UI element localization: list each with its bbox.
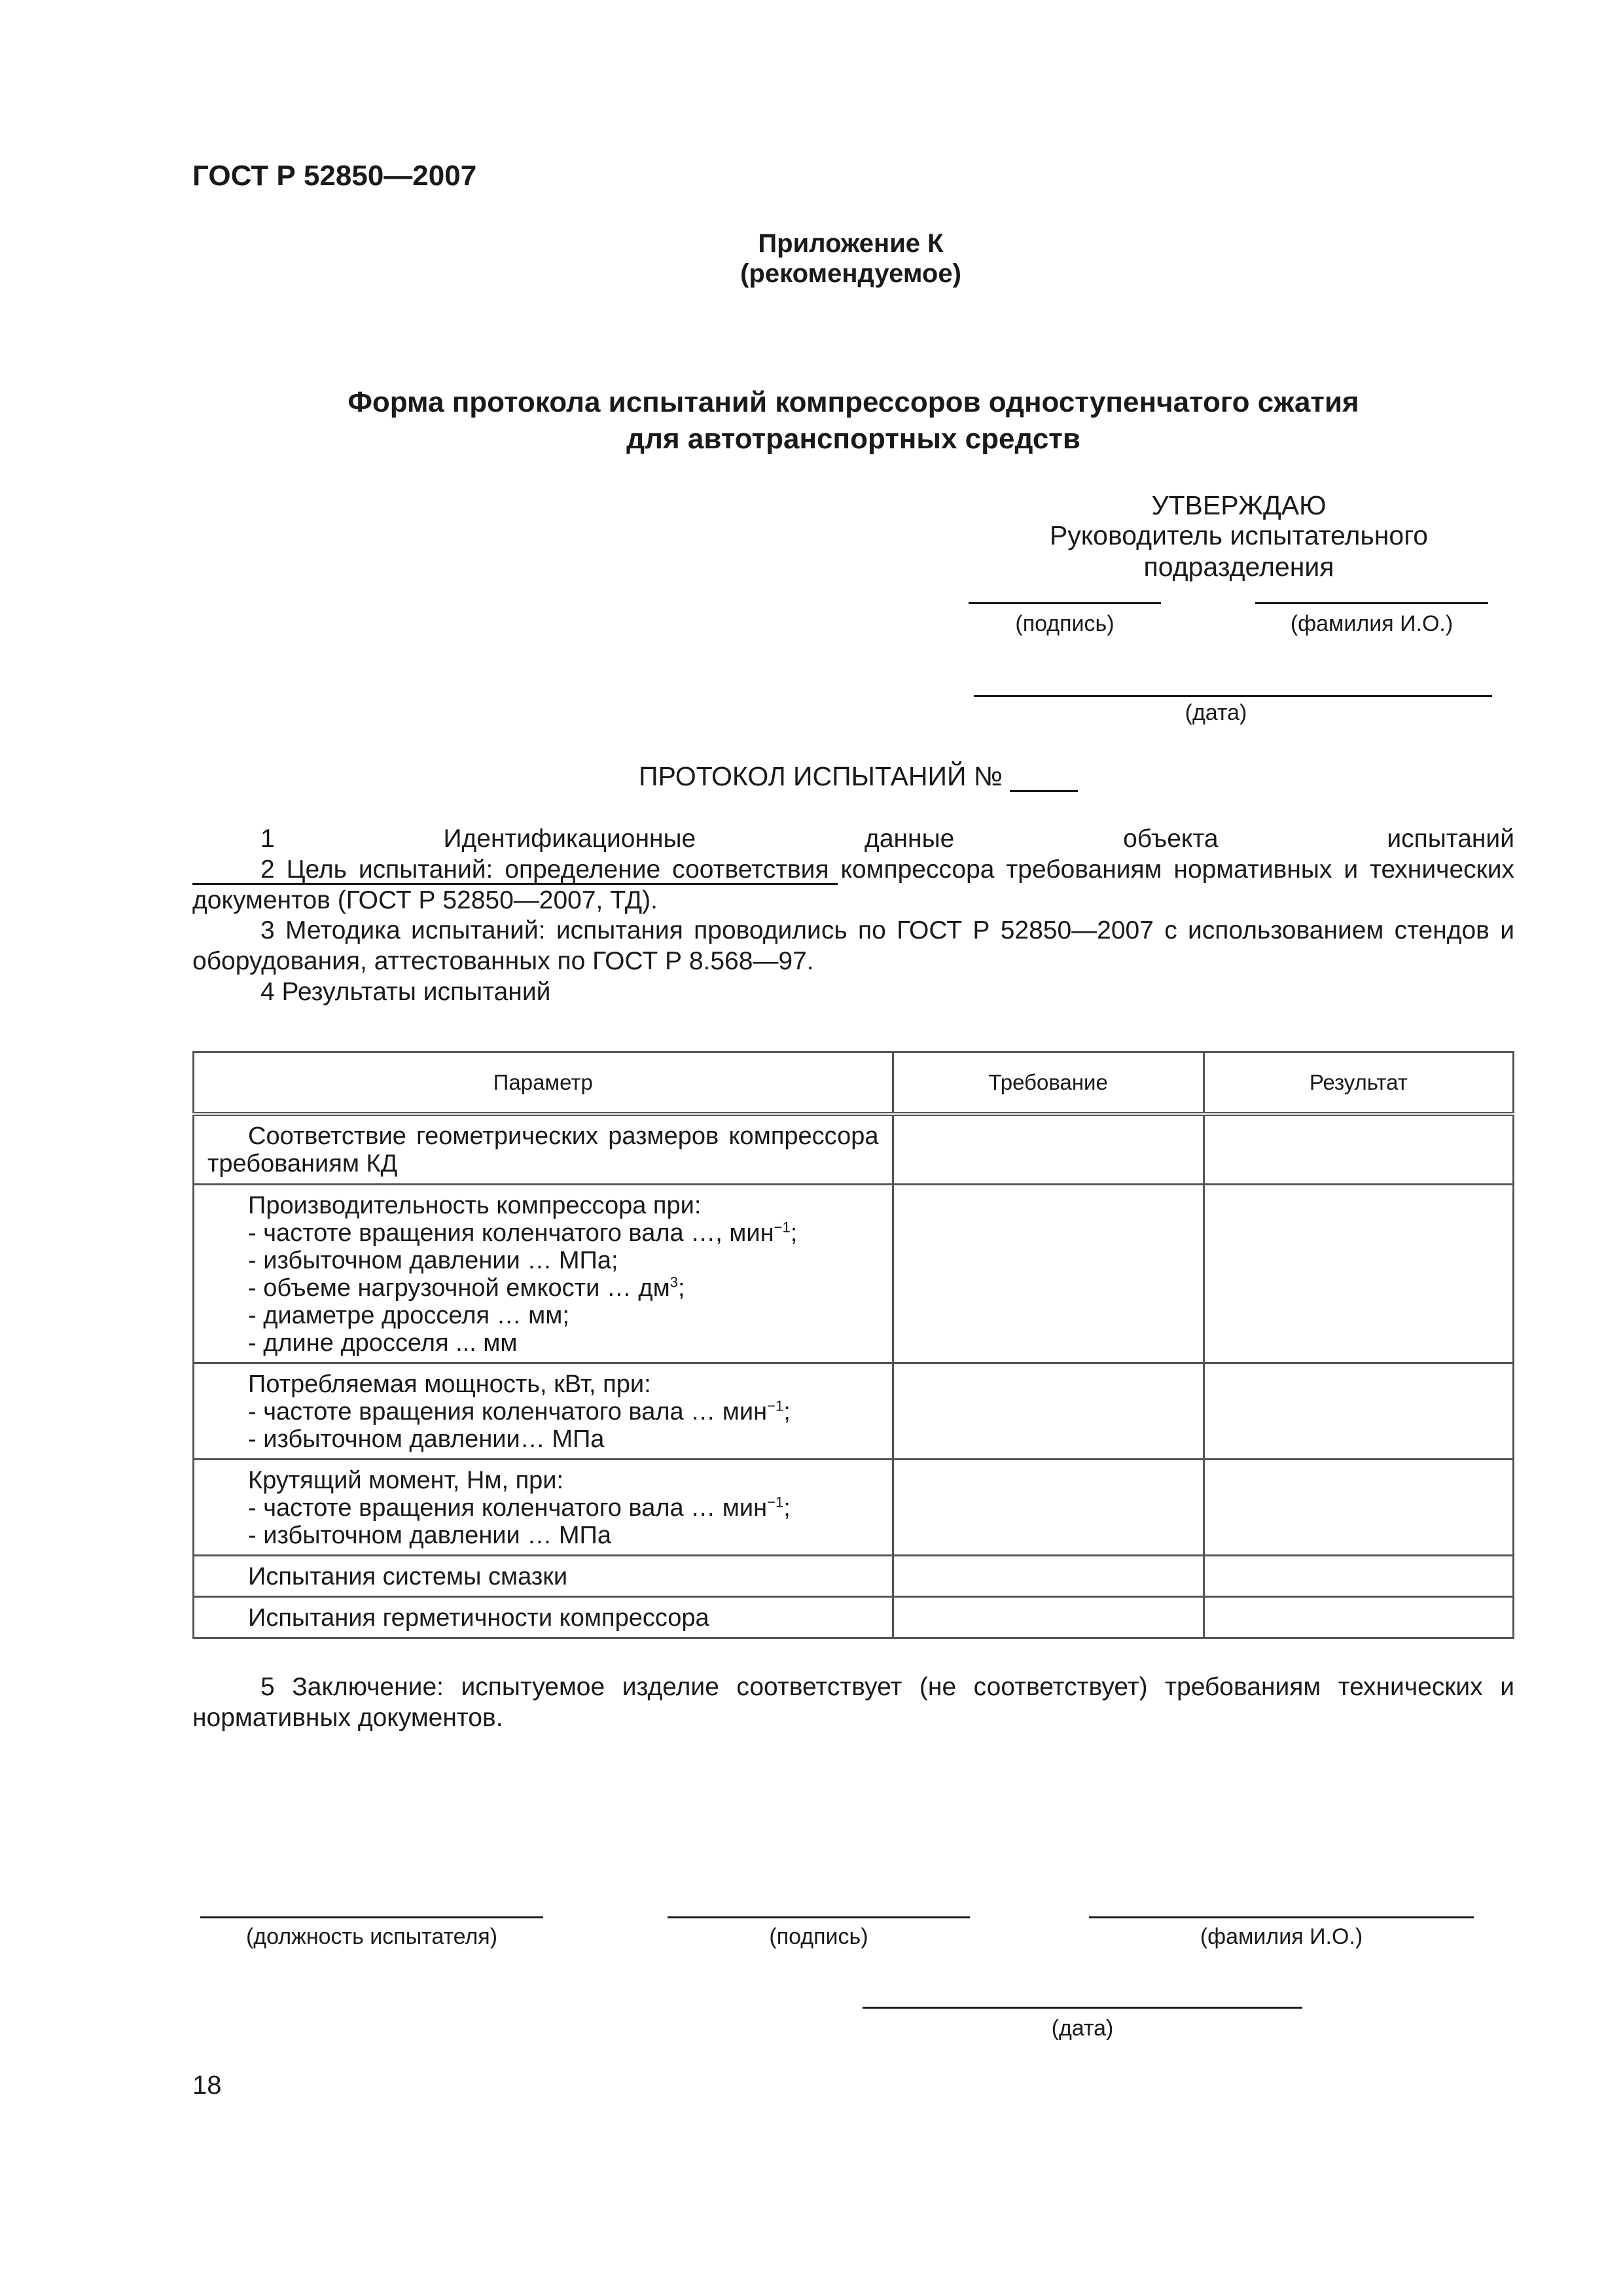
param-text: Испытания системы смазки <box>248 1562 568 1590</box>
param-cell <box>194 1555 893 1596</box>
param-title: Крутящий момент, Нм, при: <box>248 1466 564 1494</box>
requirement-cell[interactable] <box>893 1555 1204 1596</box>
standard-header: ГОСТ Р 52850—2007 <box>192 160 477 192</box>
appendix-status: (рекомендуемое) <box>740 259 961 288</box>
section-4 <box>192 977 1514 1007</box>
requirement-cell[interactable] <box>893 1459 1204 1555</box>
section-4-text: 4 Результаты испытаний <box>260 978 551 1006</box>
param-item: - длине дросселя ... мм <box>248 1329 518 1357</box>
param-item: - объеме нагрузочной емкости … $дм^3$; <box>248 1273 685 1302</box>
section-3 <box>192 915 1514 977</box>
section-2 <box>192 854 1514 916</box>
form-title-line1: Форма протокола испытаний компрессоров одноступенчатого сжатия <box>348 386 1359 418</box>
protocol-number-field[interactable] <box>1010 764 1078 792</box>
approval-name-line[interactable] <box>1255 602 1488 604</box>
protocol-title-text: ПРОТОКОЛ ИСПЫТАНИЙ № <box>639 761 1003 791</box>
param-title: Потребляемая мощность, кВт, при: <box>248 1370 651 1398</box>
requirement-cell[interactable] <box>893 1363 1204 1459</box>
section-5-text: 5 Заключение: испытуемое изделие соответствует (не соответствует) требованиям технических и нормативных документов. <box>192 1673 1514 1732</box>
tester-date-line[interactable] <box>863 2007 1302 2009</box>
section-5 <box>192 1672 1514 1733</box>
param-text: Испытания герметичности компрессора <box>248 1604 709 1632</box>
param-cell <box>194 1596 893 1638</box>
header-result: Результат <box>1204 1052 1513 1115</box>
result-cell[interactable] <box>1204 1555 1513 1596</box>
section-2-text: 2 Цель испытаний: определение соответствия компрессора требованиям нормативных и технических документов (ГОСТ Р 52850—2007, ТД). <box>192 855 1514 914</box>
param-item: - избыточном давлении … МПа <box>248 1521 611 1549</box>
result-cell[interactable] <box>1204 1363 1513 1459</box>
param-cell <box>194 1184 893 1363</box>
results-table <box>192 1051 1514 1639</box>
table-row <box>194 1363 1514 1459</box>
approve-word: УТВЕРЖДАЮ <box>1151 490 1327 520</box>
table-row <box>194 1459 1514 1555</box>
tester-signature-line[interactable] <box>668 1916 970 1918</box>
result-cell[interactable] <box>1204 1184 1513 1363</box>
param-cell <box>194 1114 893 1184</box>
tester-position-label: (должность испытателя) <box>245 1924 498 1949</box>
approval-date-line[interactable] <box>974 695 1492 697</box>
param-cell <box>194 1459 893 1555</box>
tester-position-line[interactable] <box>200 1916 543 1918</box>
table-header-row <box>194 1052 1514 1115</box>
table-row <box>194 1596 1514 1638</box>
approval-name-label: (фамилия И.О.) <box>1290 611 1454 636</box>
header-requirement: Требование <box>893 1052 1204 1115</box>
param-item: - диаметре дросселя … мм; <box>248 1301 569 1329</box>
section-3-text: 3 Методика испытаний: испытания проводились по ГОСТ Р 52850—2007 с использованием стендов и оборудования, аттестованных по ГОСТ Р 8.568—97. <box>192 916 1514 975</box>
param-cell <box>194 1363 893 1459</box>
param-title: Производительность компрессора при: <box>248 1191 702 1219</box>
requirement-cell[interactable] <box>893 1184 1204 1363</box>
table-row <box>194 1555 1514 1596</box>
approver-position: Руководитель испытательного подразделения <box>1049 520 1429 582</box>
appendix-title: Приложение К <box>758 229 944 258</box>
result-cell[interactable] <box>1204 1459 1513 1555</box>
result-cell[interactable] <box>1204 1114 1513 1184</box>
param-item: - избыточном давлении… МПа <box>248 1425 605 1453</box>
result-cell[interactable] <box>1204 1596 1513 1638</box>
section-1-text: 1 Идентификационные данные объекта испытаний <box>260 825 1514 853</box>
table-row <box>194 1184 1514 1363</box>
param-item: - частоте вращения коленчатого вала … мин$^{-1}$; <box>248 1397 791 1426</box>
tester-date-label: (дата) <box>1051 2016 1114 2041</box>
param-text: Соответствие геометрических размеров компрессора требованиям КД <box>207 1122 879 1177</box>
approval-signature-label: (подпись) <box>1015 611 1115 636</box>
approval-date-label: (дата) <box>1185 700 1247 725</box>
page-number: 18 <box>192 2071 222 2100</box>
protocol-title <box>639 761 1078 792</box>
requirement-cell[interactable] <box>893 1596 1204 1638</box>
requirement-cell[interactable] <box>893 1114 1204 1184</box>
header-parameter: Параметр <box>194 1052 893 1115</box>
table-row <box>194 1114 1514 1184</box>
approval-signature-line[interactable] <box>969 602 1161 604</box>
param-item: - частоте вращения коленчатого вала …, мин$^{-1}$; <box>248 1218 798 1247</box>
param-item: - избыточном давлении … МПа; <box>248 1246 618 1274</box>
tester-name-line[interactable] <box>1089 1916 1474 1918</box>
tester-signature-label: (подпись) <box>769 1924 868 1949</box>
form-title-line2: для автотранспортных средств <box>626 423 1080 455</box>
tester-name-label: (фамилия И.О.) <box>1200 1924 1363 1949</box>
param-item: - частоте вращения коленчатого вала … мин$^{-1}$; <box>248 1493 791 1522</box>
